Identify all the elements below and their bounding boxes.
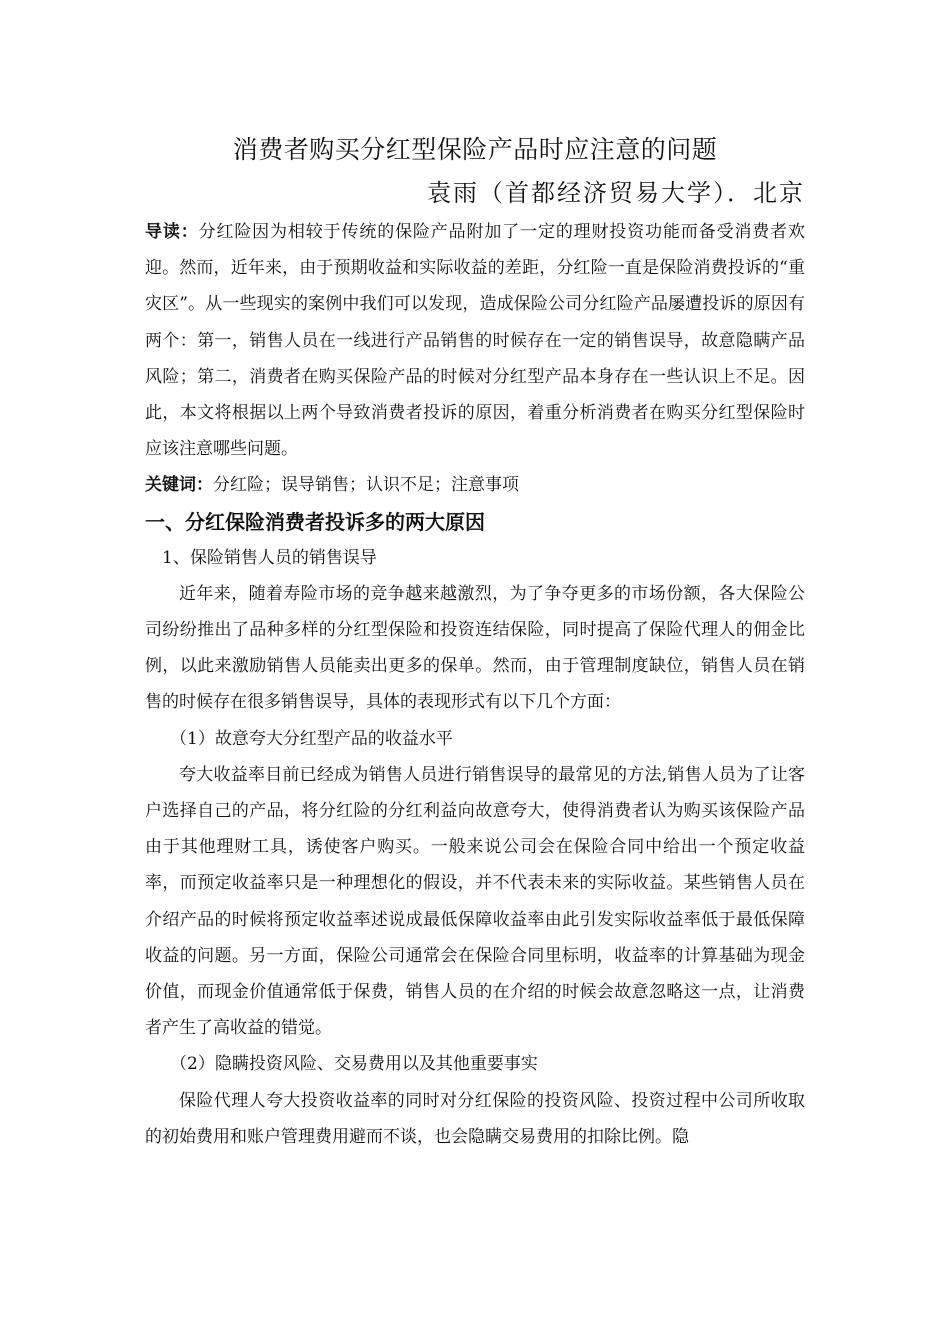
- body-paragraph-1: 近年来，随着寿险市场的竞争越来越激烈，为了争夺更多的市场份额，各大保险公司纷纷推出了品种多样的分红型保险和投资连结保险，同时提高了保险代理人的佣金比例，以此来激励销售人员能卖出更多的保单。然而，由于管理制度缺位，销售人员在销售的时候存在很多销售误导，具体的表现形式有以下几个方面：: [145, 583, 805, 713]
- keywords-paragraph: [145, 467, 805, 503]
- abstract-paragraph: [145, 214, 805, 467]
- author-line: 袁雨（首都经济贸易大学）．北京: [427, 179, 805, 207]
- body-paragraph-3: 保险代理人夸大投资收益率的同时对分红保险的投资风险、投资过程中公司所收取的初始费用和账户管理费用避而不谈，也会隐瞒交易费用的扣除比例。隐: [145, 1090, 805, 1147]
- keywords-text: 分红险；误导销售；认识不足；注意事项: [213, 475, 519, 496]
- abstract-text: 分红险因为相较于传统的保险产品附加了一定的理财投资功能而备受消费者欢迎。然而，近年来，由于预期收益和实际收益的差距，分红险一直是保险消费投诉的“重灾区”。从一些现实的案例中我们可以发现，造成保险公司分红险产品屡遭投诉的原因有两个：第一，销售人员在一线进行产品销售的时候存在一定的销售误导，故意隐瞒产品风险；第二，消费者在购买保险产品的时候对分红型产品本身存在一些认识上不足。因此，本文将根据以上两个导致消费者投诉的原因，着重分析消费者在购买分红型保险时应该注意哪些问题。: [145, 222, 806, 460]
- keywords-label: 关键词：: [145, 475, 213, 496]
- document-page: [145, 128, 805, 1155]
- item-heading-2: （2）隐瞒投资风险、交易费用以及其他重要事实: [170, 1054, 538, 1075]
- document-title: 消费者购买分红型保险产品时应注意的问题: [232, 135, 718, 164]
- item-heading-1: （1）故意夸大分红型产品的收益水平: [170, 728, 453, 749]
- section-heading-1: 一、分红保险消费者投诉多的两大原因: [145, 509, 485, 534]
- body-paragraph-2: 夸大收益率目前已经成为销售人员进行销售误导的最常见的方法,销售人员为了让客户选择自己的产品，将分红险的分红利益向故意夸大，使得消费者认为购买该保险产品由于其他理财工具，诱使客户购买。一般来说公司会在保险合同中给出一个预定收益率，而预定收益率只是一种理想化的假设，并不代表未来的实际收益。某些销售人员在介绍产品的时候将预定收益率述说成最低保障收益率由此引发实际收益率低于最低保障收益的问题。另一方面，保险公司通常会在保险合同里标明，收益率的计算基础为现金价值，而现金价值通常低于保费，销售人员的在介绍的时候会故意忽略这一点，让消费者产生了高收益的错觉。: [145, 764, 805, 1039]
- abstract-label: 导读：: [145, 222, 199, 242]
- subsection-heading-1: 1、保险销售人员的销售误导: [162, 547, 377, 568]
